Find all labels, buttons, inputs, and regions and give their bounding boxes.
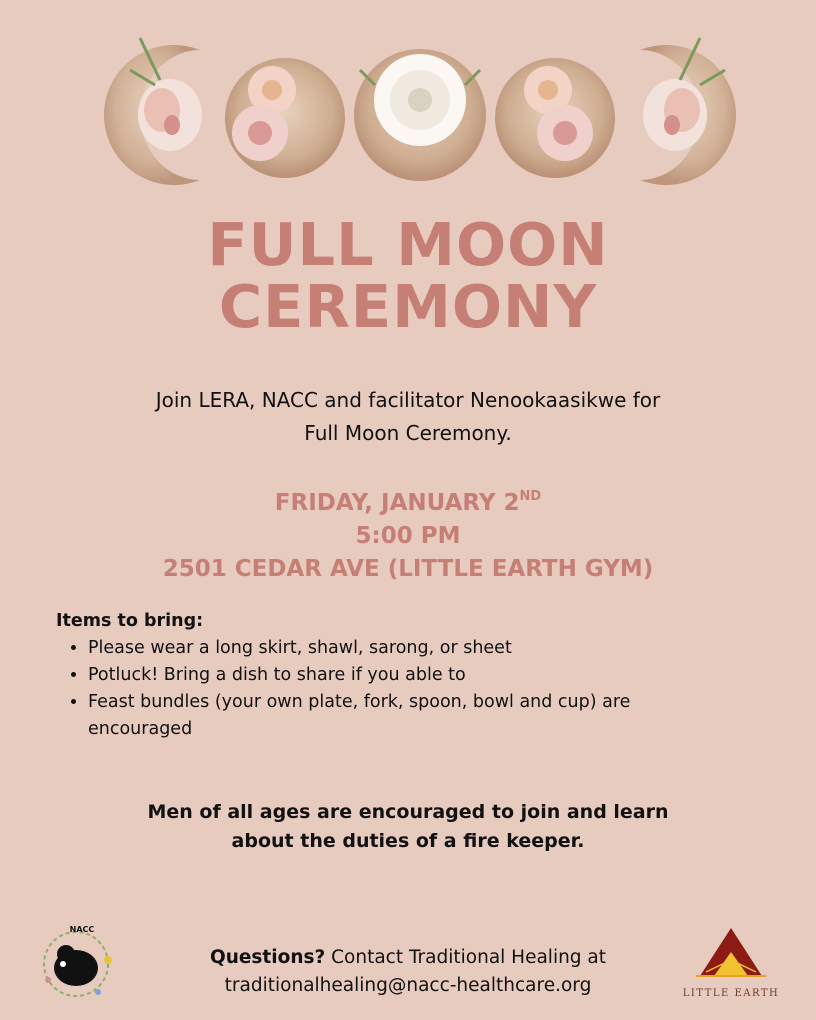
contact-email[interactable]: traditionalhealing@nacc-healthcare.org <box>224 975 592 996</box>
title-line-2: CEREMONY <box>218 272 598 341</box>
event-date-suffix: ND <box>519 489 542 504</box>
page-title <box>0 210 816 341</box>
full-moon-icon <box>354 49 486 181</box>
event-date <box>0 480 816 520</box>
list-item: • Feast bundles (your own plate, fork, spoon, bowl and cup) are encouraged <box>88 689 736 743</box>
event-time: 5:00 PM <box>355 523 461 549</box>
event-details <box>0 480 816 586</box>
left-gibbous-moon-icon <box>225 58 345 178</box>
men-invitation <box>0 798 816 856</box>
list-item: • Please wear a long skirt, shawl, sarong, or sheet <box>88 635 736 662</box>
little-earth-logo-text: LITTLE EARTH <box>682 988 780 999</box>
items-list <box>56 635 736 743</box>
intro-text <box>90 384 726 450</box>
title-line-1: FULL MOON <box>207 210 609 279</box>
men-line-1: Men of all ages are encouraged to join and learn <box>147 801 669 823</box>
items-heading: Items to bring: <box>56 611 204 631</box>
right-crescent-moon-icon <box>640 38 736 185</box>
contact-text: Contact Traditional Healing at <box>325 947 607 968</box>
left-crescent-moon-icon <box>104 38 202 185</box>
event-location: 2501 CEDAR AVE (LITTLE EARTH GYM) <box>162 556 654 582</box>
moon-phases-illustration <box>100 30 740 190</box>
items-to-bring <box>56 608 736 743</box>
list-item: • Potluck! Bring a dish to share if you able to <box>88 662 736 689</box>
nacc-logo <box>36 920 126 1002</box>
nacc-logo-text: NACC <box>69 925 95 934</box>
men-line-2: about the duties of a fire keeper. <box>231 830 585 852</box>
event-date-text: FRIDAY, JANUARY 2 <box>274 490 520 516</box>
contact-label: Questions? <box>209 947 326 968</box>
intro-line-2: Full Moon Ceremony. <box>304 421 512 445</box>
right-gibbous-moon-icon <box>495 58 615 178</box>
intro-line-1: Join LERA, NACC and facilitator Nenookaasikwe for <box>155 388 661 412</box>
